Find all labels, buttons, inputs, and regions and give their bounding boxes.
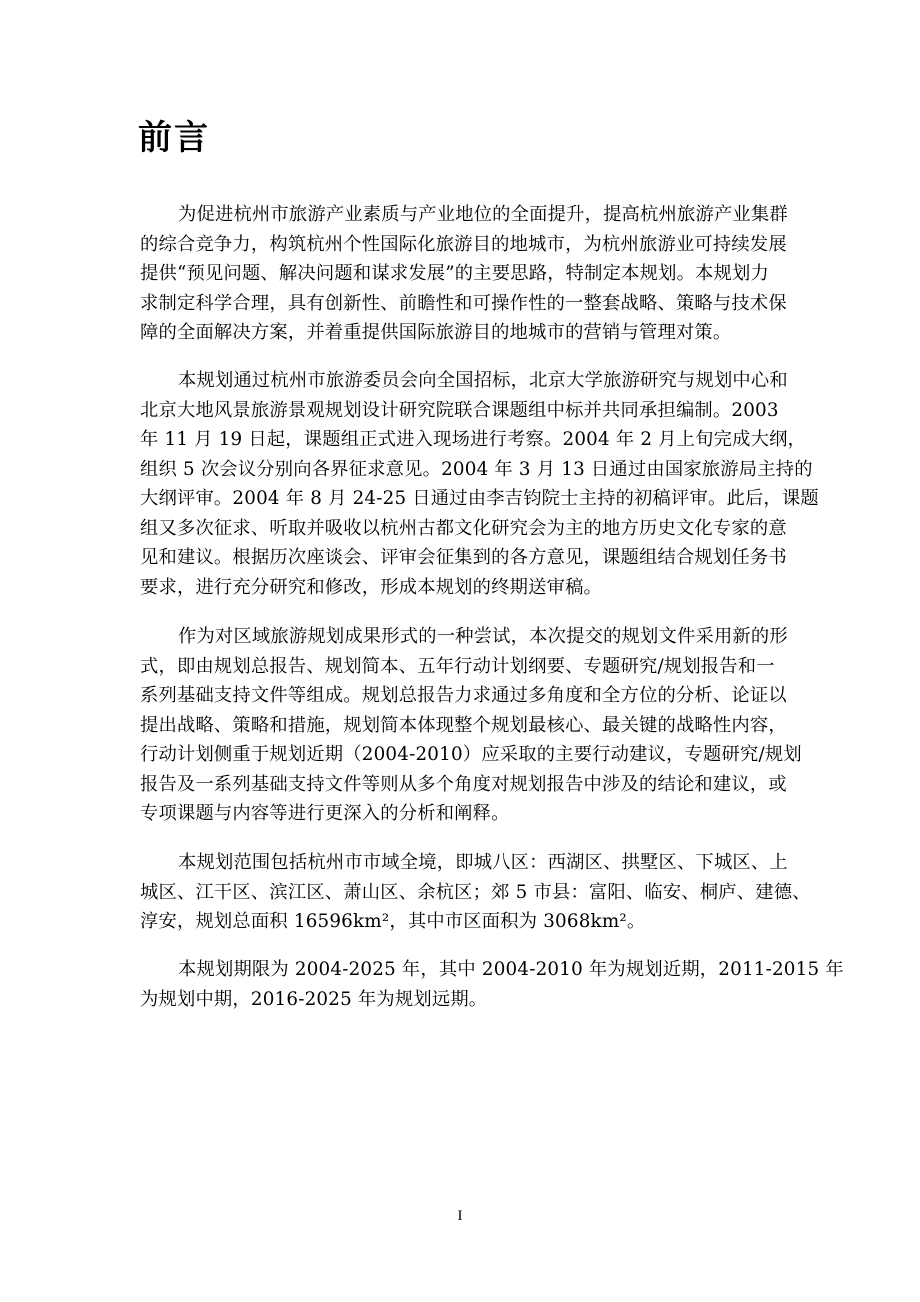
paragraph-line: 本规划范围包括杭州市市域全境，即城八区：西湖区、拱墅区、下城区、上 [178,852,788,873]
paragraph-line: 组织 5 次会议分别向各界征求意见。2004 年 3 月 13 日通过由国家旅游局主持的 [140,458,813,480]
paragraph-deliverables [140,622,802,829]
paragraph-line: 要求，进行充分研究和修改，形成本规划的终期送审稿。 [140,576,603,598]
paragraph-line: 式，即由规划总报告、规划简本、五年行动计划纲要、专题研究/规划报告和一 [140,655,775,677]
page-title: 前言 [138,118,210,158]
paragraph-line: 障的全面解决方案，并着重提供国际旅游目的地城市的营销与管理对策。 [140,322,732,343]
paragraph-line: 年 11 月 19 日起，课题组正式进入现场进行考察。2004 年 2 月上旬完成大纲， [140,429,807,450]
paragraph-line: 的综合竞争力，构筑杭州个性国际化旅游目的地城市，为杭州旅游业可持续发展 [140,233,787,255]
paragraph-line: 为促进杭州市旅游产业素质与产业地位的全面提升，提高杭州旅游产业集群 [178,204,788,225]
paragraph-line: 组又多次征求、听取并吸收以杭州古都文化研究会为主的地方历史文化专家的意 [140,517,787,539]
paragraph-line: 淳安，规划总面积 16596km²，其中市区面积为 3068km²。 [140,911,646,932]
paragraph-line: 北京大地风景旅游景观规划设计研究院联合课题组中标并共同承担编制。2003 [140,399,779,421]
paragraph-line: 为规划中期，2016-2025 年为规划远期。 [140,988,488,1010]
paragraph-scope [140,848,811,937]
paragraph-line: 提出战略、策略和措施，规划简本体现整个规划最核心、最关键的战略性内容， [140,714,787,736]
paragraph-purpose [140,200,790,348]
paragraph-period [140,955,844,1014]
paragraph-line: 见和建议。根据历次座谈会、评审会征集到的各方意见，课题组结合规划任务书 [140,547,787,568]
paragraph-line: 作为对区域旅游规划成果形式的一种尝试，本次提交的规划文件采用新的形 [178,626,788,647]
page-number: I [457,1208,463,1224]
paragraph-line: 大纲评审。2004 年 8 月 24-25 日通过由李吉钧院士主持的初稿评审。此后，课题 [140,488,819,509]
paragraph-line: 行动计划侧重于规划近期（2004-2010）应采取的主要行动建议，专题研究/规划 [140,744,802,765]
paragraph-line: 报告及一系列基础支持文件等则从多个角度对规划报告中涉及的结论和建议，或 [140,773,787,795]
paragraph-line: 系列基础支持文件等组成。规划总报告力求通过多角度和全方位的分析、论证以 [140,685,787,706]
paragraph-line: 提供“预见问题、解决问题和谋求发展”的主要思路，特制定本规划。本规划力 [140,263,769,284]
paragraph-line: 本规划期限为 2004-2025 年，其中 2004-2010 年为规划近期，2011-2015 年 [178,959,844,980]
paragraph-line: 专项课题与内容等进行更深入的分析和阐释。 [140,803,510,824]
paragraph-line: 求制定科学合理，具有创新性、前瞻性和可操作性的一整套战略、策略与技术保 [140,292,787,314]
paragraph-line: 城区、江干区、滨江区、萧山区、余杭区；郊 5 市县：富阳、临安、桐庐、建德、 [140,881,811,903]
paragraph-process [140,366,819,602]
paragraph-line: 本规划通过杭州市旅游委员会向全国招标，北京大学旅游研究与规划中心和 [178,370,788,391]
